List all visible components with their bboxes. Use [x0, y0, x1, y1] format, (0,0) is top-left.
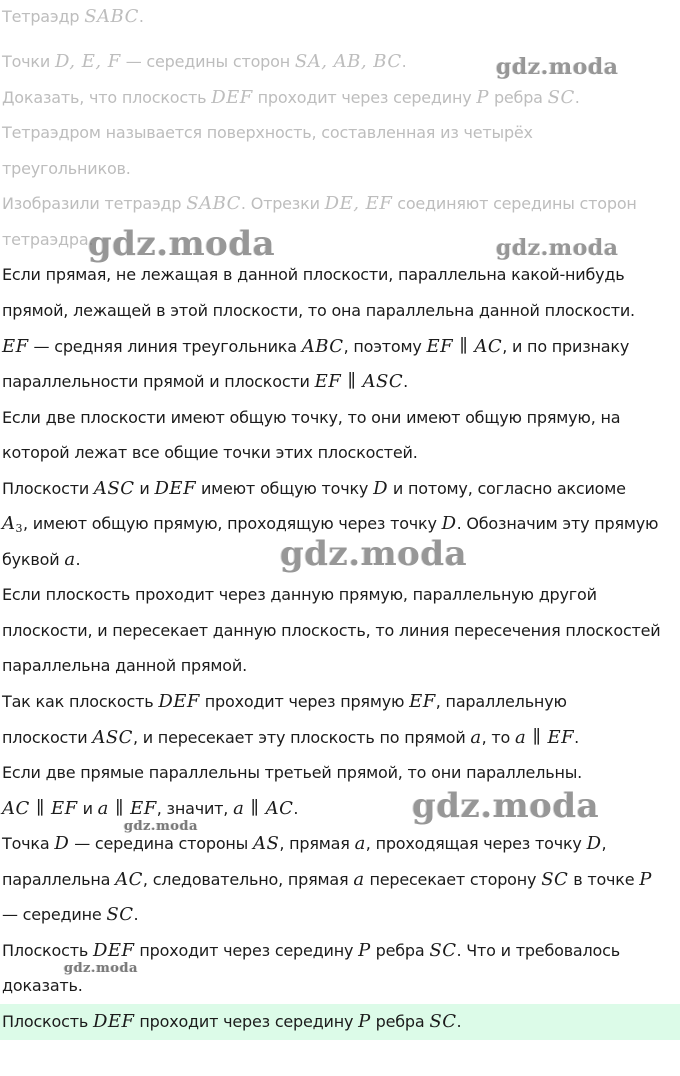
text: пересекает сторону: [369, 870, 537, 889]
math: SC: [547, 87, 575, 108]
theorem1-line-1: Если прямая, не лежащая в данной плоскости, параллельна какой-нибудь: [2, 265, 625, 284]
text: .: [293, 799, 299, 818]
definition-line-1: Тетраэдром называется поверхность, составленная из четырёх: [2, 123, 533, 142]
theorem2-line-3: параллельна данной прямой.: [2, 656, 247, 675]
text: Плоскость: [2, 941, 89, 960]
text: .: [456, 1012, 462, 1031]
text: , то: [481, 728, 511, 747]
math: DE, EF: [324, 193, 393, 214]
text: проходит через прямую: [204, 692, 405, 711]
text: и потому, согласно аксиоме: [392, 479, 626, 498]
text: Изобразили тетраэдр: [2, 194, 182, 213]
math: EF ∥ AC: [426, 336, 503, 357]
watermark: gdz.moda: [496, 54, 619, 80]
math: DEF: [158, 691, 200, 712]
text: .: [133, 905, 139, 924]
math: AC: [115, 869, 143, 890]
math: a ∥ EF: [515, 727, 575, 748]
text: . Отрезки: [240, 194, 320, 213]
text: ребра: [493, 88, 543, 107]
text: .: [574, 88, 580, 107]
text: параллельна: [2, 870, 111, 889]
math: a: [353, 869, 365, 890]
text: Так как плоскость: [2, 692, 154, 711]
math: ASC: [93, 478, 135, 499]
text: , параллельную: [435, 692, 567, 711]
axiom-line-1: Если две плоскости имеют общую точку, то они имеют общую прямую, на: [2, 408, 621, 427]
text: .: [574, 728, 580, 747]
math: D: [54, 833, 70, 854]
math: SC: [106, 904, 134, 925]
math: a: [64, 549, 76, 570]
text: Тетраэдр: [2, 7, 80, 26]
text: Доказать, что плоскость: [2, 88, 207, 107]
text: проходит через середину: [139, 1012, 354, 1031]
watermark: gdz.moda: [124, 819, 199, 834]
drawing-line: [2, 187, 637, 221]
watermark: gdz.moda: [280, 534, 468, 574]
parallel-line: [2, 863, 652, 897]
definition-line-2: треугольников.: [2, 159, 131, 178]
text: Точки: [2, 52, 51, 71]
math: SABC: [186, 193, 241, 214]
midline-line: [2, 330, 629, 364]
math: P: [358, 1011, 371, 1032]
text: , проходящая через точку: [365, 834, 582, 853]
text: проходит через середину: [257, 88, 472, 107]
text: Плоскость: [2, 1012, 89, 1031]
math: a ∥ EF: [97, 798, 157, 819]
text: ребра: [375, 1012, 425, 1031]
text: ,: [601, 834, 607, 853]
text: и: [82, 799, 93, 818]
text: параллельности прямой и плоскости: [2, 372, 310, 391]
text: имеют общую точку: [200, 479, 369, 498]
axiom-line-2: которой лежат все общие точки этих плоскостей.: [2, 443, 418, 462]
math: EF ∥ ASC: [314, 371, 404, 392]
theorem1-line-2: прямой, лежащей в этой плоскости, то она параллельна данной плоскости.: [2, 301, 635, 320]
watermark: gdz.moda: [64, 961, 139, 976]
watermark: gdz.moda: [496, 235, 619, 261]
theorem2-line-1: Если плоскость проходит через данную прямую, параллельную другой: [2, 585, 597, 604]
math: A: [2, 513, 16, 534]
parallel-criterion-line: [2, 365, 408, 399]
subscript: 3: [15, 522, 23, 535]
problem-given-line: [2, 0, 144, 34]
since-line-2: [2, 721, 579, 755]
math: SC: [541, 869, 569, 890]
text: .: [75, 550, 81, 569]
math: AC ∥ EF: [2, 798, 78, 819]
text: — середины сторон: [125, 52, 290, 71]
text: проходит через середину: [139, 941, 354, 960]
math: SC: [429, 1011, 457, 1032]
text: соединяют середины сторон: [397, 194, 637, 213]
planes-line: [2, 472, 626, 506]
math: D: [373, 478, 389, 499]
text: буквой: [2, 550, 60, 569]
text: Плоскости: [2, 479, 90, 498]
math: D, E, F: [54, 51, 121, 72]
math: SA, AB, BC: [294, 51, 402, 72]
math: ASC: [92, 727, 133, 748]
math: DEF: [154, 478, 197, 499]
text: , прямая: [279, 834, 350, 853]
math: D: [441, 513, 457, 534]
text: , имеют общую прямую, проходящую через точку: [23, 514, 437, 533]
since-line: [2, 685, 567, 719]
text: .: [138, 7, 144, 26]
point-line: [2, 827, 606, 861]
text: , и по признаку: [502, 337, 630, 356]
text: .: [403, 372, 409, 391]
text: , и пересекает эту плоскость по прямой: [132, 728, 466, 747]
text: , поэтому: [343, 337, 422, 356]
text: , значит,: [156, 799, 229, 818]
math: EF: [2, 336, 29, 357]
math: DEF: [211, 87, 253, 108]
theorem2-line-2: плоскости, и пересекает данную плоскость, то линия пересечения плоскостей: [2, 621, 661, 640]
math: P: [639, 869, 652, 890]
problem-points-line: [2, 45, 407, 79]
text: Точка: [2, 834, 50, 853]
text: .: [401, 52, 407, 71]
text: и: [139, 479, 150, 498]
text: — средняя линия треугольника: [33, 337, 297, 356]
math: AS: [253, 833, 280, 854]
text: . Что и требовалось: [456, 941, 620, 960]
math: a ∥ AC: [233, 798, 294, 819]
math: SC: [429, 940, 457, 961]
answer-line: [2, 1005, 461, 1039]
math: P: [476, 87, 490, 108]
math: EF: [409, 691, 436, 712]
math: D: [586, 833, 602, 854]
problem-prove-line: [2, 81, 580, 115]
watermark: gdz.moda: [412, 786, 600, 826]
axiom-symbol: [2, 513, 23, 534]
math: P: [358, 940, 371, 961]
midpoint-line: [2, 898, 138, 932]
watermark: gdz.moda: [88, 224, 276, 264]
math: a: [470, 727, 482, 748]
drawing-line-2: тетраэдра.: [2, 230, 94, 249]
math: ABC: [301, 336, 344, 357]
final-line-2: доказать.: [2, 976, 83, 995]
text: — середина стороны: [74, 834, 249, 853]
theorem3-line: Если две прямые параллельны третьей прямой, то они параллельны.: [2, 763, 583, 782]
text: , следовательно, прямая: [142, 870, 349, 889]
text: в точке: [573, 870, 635, 889]
text: . Обозначим эту прямую: [456, 514, 659, 533]
text: ребра: [375, 941, 425, 960]
math: DEF: [92, 1011, 135, 1032]
math: SABC: [84, 6, 139, 27]
text: плоскости: [2, 728, 88, 747]
math: a: [354, 833, 366, 854]
math: DEF: [92, 940, 135, 961]
text: — середине: [2, 905, 102, 924]
letter-line: [2, 543, 80, 577]
